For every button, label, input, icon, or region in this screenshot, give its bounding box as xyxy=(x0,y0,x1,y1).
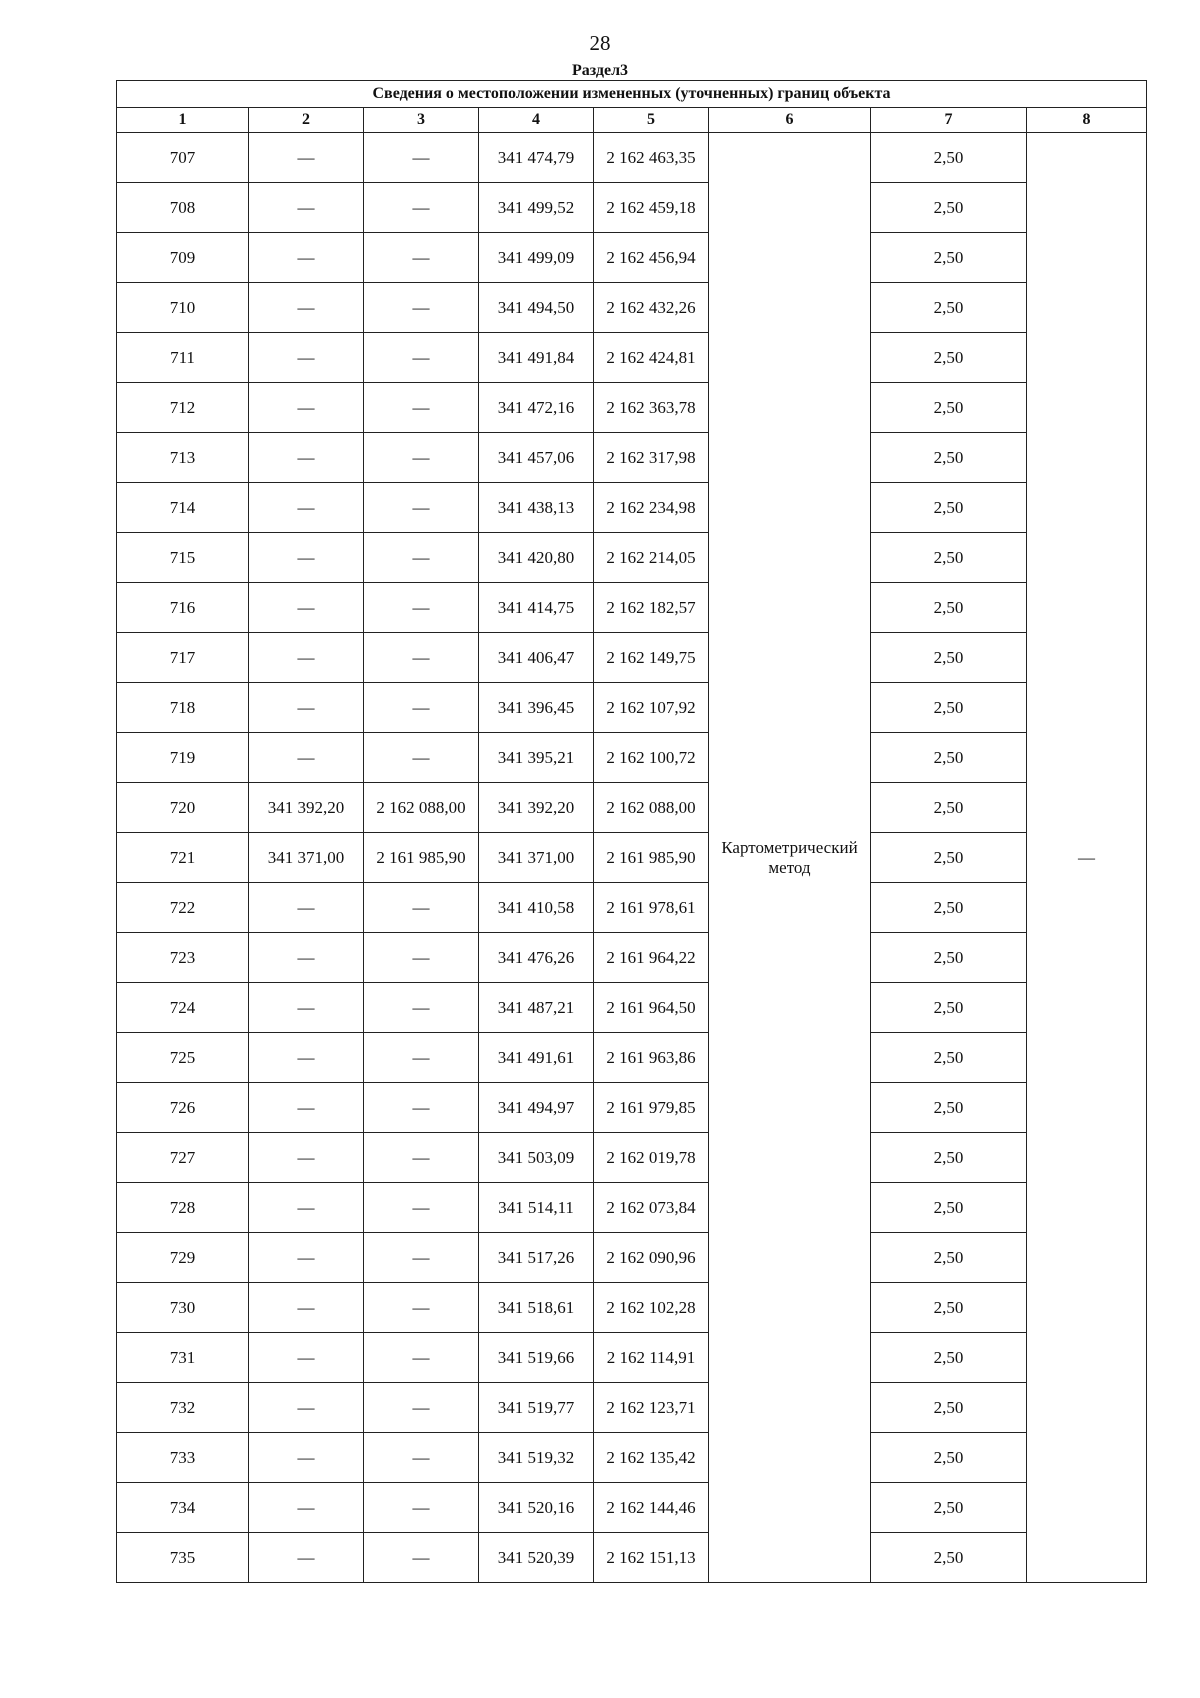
column8-cell: — xyxy=(1027,133,1147,1583)
table-row xyxy=(117,1183,1147,1233)
point-number-cell: 722 xyxy=(117,883,249,933)
y-coordinate-cell: 2 162 432,26 xyxy=(594,283,709,333)
y-coordinate-cell: 2 161 978,61 xyxy=(594,883,709,933)
column3-cell: — xyxy=(364,383,479,433)
y-coordinate-cell: 2 162 135,42 xyxy=(594,1433,709,1483)
point-number-cell: 732 xyxy=(117,1383,249,1433)
column3-cell: — xyxy=(364,1283,479,1333)
boundary-coordinates-table xyxy=(116,80,1147,1583)
column2-cell: — xyxy=(249,933,364,983)
point-number-cell: 734 xyxy=(117,1483,249,1533)
point-number-cell: 725 xyxy=(117,1033,249,1083)
column2-cell: — xyxy=(249,1533,364,1583)
x-coordinate-cell: 341 472,16 xyxy=(479,383,594,433)
column2-cell: — xyxy=(249,283,364,333)
accuracy-cell: 2,50 xyxy=(871,483,1027,533)
y-coordinate-cell: 2 162 123,71 xyxy=(594,1383,709,1433)
column2-cell: — xyxy=(249,1033,364,1083)
table-row xyxy=(117,233,1147,283)
y-coordinate-cell: 2 162 088,00 xyxy=(594,783,709,833)
accuracy-cell: 2,50 xyxy=(871,433,1027,483)
accuracy-cell: 2,50 xyxy=(871,983,1027,1033)
point-number-cell: 728 xyxy=(117,1183,249,1233)
y-coordinate-cell: 2 162 234,98 xyxy=(594,483,709,533)
accuracy-cell: 2,50 xyxy=(871,1133,1027,1183)
point-number-cell: 723 xyxy=(117,933,249,983)
column2-cell: — xyxy=(249,183,364,233)
table-row xyxy=(117,1233,1147,1283)
x-coordinate-cell: 341 392,20 xyxy=(479,783,594,833)
column2-cell: — xyxy=(249,733,364,783)
column2-cell: — xyxy=(249,333,364,383)
column3-cell: — xyxy=(364,633,479,683)
column3-cell: — xyxy=(364,933,479,983)
point-number-cell: 724 xyxy=(117,983,249,1033)
column-number: 3 xyxy=(364,108,479,133)
column2-cell: — xyxy=(249,433,364,483)
column3-cell: — xyxy=(364,1483,479,1533)
y-coordinate-cell: 2 162 363,78 xyxy=(594,383,709,433)
table-row xyxy=(117,333,1147,383)
column2-cell: — xyxy=(249,483,364,533)
accuracy-cell: 2,50 xyxy=(871,683,1027,733)
accuracy-cell: 2,50 xyxy=(871,383,1027,433)
column3-cell: — xyxy=(364,1433,479,1483)
column2-cell: — xyxy=(249,383,364,433)
accuracy-cell: 2,50 xyxy=(871,233,1027,283)
table-row xyxy=(117,1433,1147,1483)
table-row xyxy=(117,1533,1147,1583)
accuracy-cell: 2,50 xyxy=(871,1283,1027,1333)
column3-cell: — xyxy=(364,233,479,283)
point-number-cell: 731 xyxy=(117,1333,249,1383)
accuracy-cell: 2,50 xyxy=(871,1183,1027,1233)
column-number: 8 xyxy=(1027,108,1147,133)
point-number-cell: 733 xyxy=(117,1433,249,1483)
point-number-cell: 713 xyxy=(117,433,249,483)
column3-cell: — xyxy=(364,333,479,383)
point-number-cell: 709 xyxy=(117,233,249,283)
column2-cell: — xyxy=(249,633,364,683)
y-coordinate-cell: 2 162 456,94 xyxy=(594,233,709,283)
table-row xyxy=(117,1083,1147,1133)
point-number-cell: 714 xyxy=(117,483,249,533)
x-coordinate-cell: 341 499,52 xyxy=(479,183,594,233)
table-row xyxy=(117,883,1147,933)
x-coordinate-cell: 341 420,80 xyxy=(479,533,594,583)
point-number-cell: 715 xyxy=(117,533,249,583)
column3-cell: — xyxy=(364,283,479,333)
y-coordinate-cell: 2 162 151,13 xyxy=(594,1533,709,1583)
column3-cell: — xyxy=(364,883,479,933)
table-row xyxy=(117,633,1147,683)
column2-cell: 341 392,20 xyxy=(249,783,364,833)
table-row xyxy=(117,833,1147,883)
column-number: 2 xyxy=(249,108,364,133)
x-coordinate-cell: 341 503,09 xyxy=(479,1133,594,1183)
y-coordinate-cell: 2 162 102,28 xyxy=(594,1283,709,1333)
x-coordinate-cell: 341 410,58 xyxy=(479,883,594,933)
column2-cell: — xyxy=(249,1133,364,1183)
accuracy-cell: 2,50 xyxy=(871,633,1027,683)
column3-cell: — xyxy=(364,1333,479,1383)
point-number-cell: 710 xyxy=(117,283,249,333)
column-number: 5 xyxy=(594,108,709,133)
accuracy-cell: 2,50 xyxy=(871,533,1027,583)
x-coordinate-cell: 341 406,47 xyxy=(479,633,594,683)
column3-cell: — xyxy=(364,533,479,583)
x-coordinate-cell: 341 520,39 xyxy=(479,1533,594,1583)
column2-cell: — xyxy=(249,533,364,583)
column2-cell: — xyxy=(249,1483,364,1533)
point-number-cell: 717 xyxy=(117,633,249,683)
page-number: 28 xyxy=(589,31,611,55)
accuracy-cell: 2,50 xyxy=(871,333,1027,383)
x-coordinate-cell: 341 396,45 xyxy=(479,683,594,733)
point-number-cell: 721 xyxy=(117,833,249,883)
column-number: 1 xyxy=(117,108,249,133)
point-number-cell: 735 xyxy=(117,1533,249,1583)
table-row xyxy=(117,1483,1147,1533)
x-coordinate-cell: 341 494,50 xyxy=(479,283,594,333)
accuracy-cell: 2,50 xyxy=(871,1083,1027,1133)
x-coordinate-cell: 341 520,16 xyxy=(479,1483,594,1533)
accuracy-cell: 2,50 xyxy=(871,933,1027,983)
table-row xyxy=(117,1133,1147,1183)
point-number-cell: 720 xyxy=(117,783,249,833)
accuracy-cell: 2,50 xyxy=(871,1383,1027,1433)
y-coordinate-cell: 2 161 964,50 xyxy=(594,983,709,1033)
column3-cell: — xyxy=(364,683,479,733)
y-coordinate-cell: 2 161 979,85 xyxy=(594,1083,709,1133)
accuracy-cell: 2,50 xyxy=(871,1233,1027,1283)
section-title: Раздел3 xyxy=(571,62,629,79)
y-coordinate-cell: 2 162 182,57 xyxy=(594,583,709,633)
table-row xyxy=(117,283,1147,333)
x-coordinate-cell: 341 457,06 xyxy=(479,433,594,483)
x-coordinate-cell: 341 519,77 xyxy=(479,1383,594,1433)
point-number-cell: 727 xyxy=(117,1133,249,1183)
accuracy-cell: 2,50 xyxy=(871,1483,1027,1533)
table-row xyxy=(117,733,1147,783)
column3-cell: — xyxy=(364,433,479,483)
accuracy-cell: 2,50 xyxy=(871,783,1027,833)
y-coordinate-cell: 2 162 424,81 xyxy=(594,333,709,383)
y-coordinate-cell: 2 162 214,05 xyxy=(594,533,709,583)
x-coordinate-cell: 341 487,21 xyxy=(479,983,594,1033)
method-cell: Картометрический метод xyxy=(709,133,871,1583)
x-coordinate-cell: 341 494,97 xyxy=(479,1083,594,1133)
point-number-cell: 708 xyxy=(117,183,249,233)
y-coordinate-cell: 2 162 090,96 xyxy=(594,1233,709,1283)
point-number-cell: 729 xyxy=(117,1233,249,1283)
table-row xyxy=(117,383,1147,433)
point-number-cell: 711 xyxy=(117,333,249,383)
x-coordinate-cell: 341 519,66 xyxy=(479,1333,594,1383)
column-number-row xyxy=(117,108,1147,133)
table-row xyxy=(117,1383,1147,1433)
column2-cell: — xyxy=(249,1333,364,1383)
table-row xyxy=(117,983,1147,1033)
x-coordinate-cell: 341 518,61 xyxy=(479,1283,594,1333)
column-number: 6 xyxy=(709,108,871,133)
accuracy-cell: 2,50 xyxy=(871,883,1027,933)
column2-cell: — xyxy=(249,583,364,633)
x-coordinate-cell: 341 395,21 xyxy=(479,733,594,783)
y-coordinate-cell: 2 161 963,86 xyxy=(594,1033,709,1083)
x-coordinate-cell: 341 491,84 xyxy=(479,333,594,383)
accuracy-cell: 2,50 xyxy=(871,583,1027,633)
accuracy-cell: 2,50 xyxy=(871,733,1027,783)
x-coordinate-cell: 341 499,09 xyxy=(479,233,594,283)
point-number-cell: 719 xyxy=(117,733,249,783)
x-coordinate-cell: 341 517,26 xyxy=(479,1233,594,1283)
column2-cell: — xyxy=(249,883,364,933)
column3-cell: 2 161 985,90 xyxy=(364,833,479,883)
column2-cell: — xyxy=(249,1433,364,1483)
table-caption-row xyxy=(117,81,1147,108)
x-coordinate-cell: 341 519,32 xyxy=(479,1433,594,1483)
accuracy-cell: 2,50 xyxy=(871,833,1027,883)
accuracy-cell: 2,50 xyxy=(871,1533,1027,1583)
x-coordinate-cell: 341 371,00 xyxy=(479,833,594,883)
y-coordinate-cell: 2 162 100,72 xyxy=(594,733,709,783)
column2-cell: — xyxy=(249,233,364,283)
column3-cell: — xyxy=(364,1133,479,1183)
accuracy-cell: 2,50 xyxy=(871,1033,1027,1083)
column2-cell: — xyxy=(249,1183,364,1233)
y-coordinate-cell: 2 161 985,90 xyxy=(594,833,709,883)
column2-cell: 341 371,00 xyxy=(249,833,364,883)
table-row xyxy=(117,783,1147,833)
column3-cell: — xyxy=(364,983,479,1033)
column3-cell: — xyxy=(364,183,479,233)
accuracy-cell: 2,50 xyxy=(871,183,1027,233)
table-row xyxy=(117,1033,1147,1083)
y-coordinate-cell: 2 162 073,84 xyxy=(594,1183,709,1233)
point-number-cell: 716 xyxy=(117,583,249,633)
table-row xyxy=(117,683,1147,733)
table-row xyxy=(117,483,1147,533)
column2-cell: — xyxy=(249,1083,364,1133)
point-number-cell: 718 xyxy=(117,683,249,733)
point-number-cell: 707 xyxy=(117,133,249,183)
column3-cell: — xyxy=(364,1383,479,1433)
accuracy-cell: 2,50 xyxy=(871,1433,1027,1483)
accuracy-cell: 2,50 xyxy=(871,133,1027,183)
y-coordinate-cell: 2 162 144,46 xyxy=(594,1483,709,1533)
x-coordinate-cell: 341 514,11 xyxy=(479,1183,594,1233)
column3-cell: — xyxy=(364,1533,479,1583)
column2-cell: — xyxy=(249,1233,364,1283)
x-coordinate-cell: 341 438,13 xyxy=(479,483,594,533)
table-row xyxy=(117,133,1147,183)
column3-cell: — xyxy=(364,133,479,183)
y-coordinate-cell: 2 162 463,35 xyxy=(594,133,709,183)
column3-cell: — xyxy=(364,1083,479,1133)
table-row xyxy=(117,1283,1147,1333)
x-coordinate-cell: 341 476,26 xyxy=(479,933,594,983)
column3-cell: — xyxy=(364,1233,479,1283)
table-row xyxy=(117,533,1147,583)
table-row xyxy=(117,933,1147,983)
point-number-cell: 730 xyxy=(117,1283,249,1333)
accuracy-cell: 2,50 xyxy=(871,283,1027,333)
table-body xyxy=(117,133,1147,1583)
x-coordinate-cell: 341 491,61 xyxy=(479,1033,594,1083)
x-coordinate-cell: 341 414,75 xyxy=(479,583,594,633)
column2-cell: — xyxy=(249,133,364,183)
y-coordinate-cell: 2 162 019,78 xyxy=(594,1133,709,1183)
column3-cell: 2 162 088,00 xyxy=(364,783,479,833)
table-row xyxy=(117,1333,1147,1383)
column3-cell: — xyxy=(364,483,479,533)
column-number: 7 xyxy=(871,108,1027,133)
point-number-cell: 726 xyxy=(117,1083,249,1133)
column2-cell: — xyxy=(249,683,364,733)
table-row xyxy=(117,583,1147,633)
table-caption: Сведения о местоположении измененных (уточненных) границ объекта xyxy=(117,81,1147,108)
accuracy-cell: 2,50 xyxy=(871,1333,1027,1383)
table-row xyxy=(117,433,1147,483)
column2-cell: — xyxy=(249,1283,364,1333)
y-coordinate-cell: 2 162 114,91 xyxy=(594,1333,709,1383)
table-row xyxy=(117,183,1147,233)
column3-cell: — xyxy=(364,1183,479,1233)
column-number: 4 xyxy=(479,108,594,133)
column3-cell: — xyxy=(364,1033,479,1083)
y-coordinate-cell: 2 162 317,98 xyxy=(594,433,709,483)
y-coordinate-cell: 2 161 964,22 xyxy=(594,933,709,983)
column2-cell: — xyxy=(249,983,364,1033)
column2-cell: — xyxy=(249,1383,364,1433)
y-coordinate-cell: 2 162 149,75 xyxy=(594,633,709,683)
y-coordinate-cell: 2 162 107,92 xyxy=(594,683,709,733)
x-coordinate-cell: 341 474,79 xyxy=(479,133,594,183)
y-coordinate-cell: 2 162 459,18 xyxy=(594,183,709,233)
column3-cell: — xyxy=(364,583,479,633)
point-number-cell: 712 xyxy=(117,383,249,433)
column3-cell: — xyxy=(364,733,479,783)
